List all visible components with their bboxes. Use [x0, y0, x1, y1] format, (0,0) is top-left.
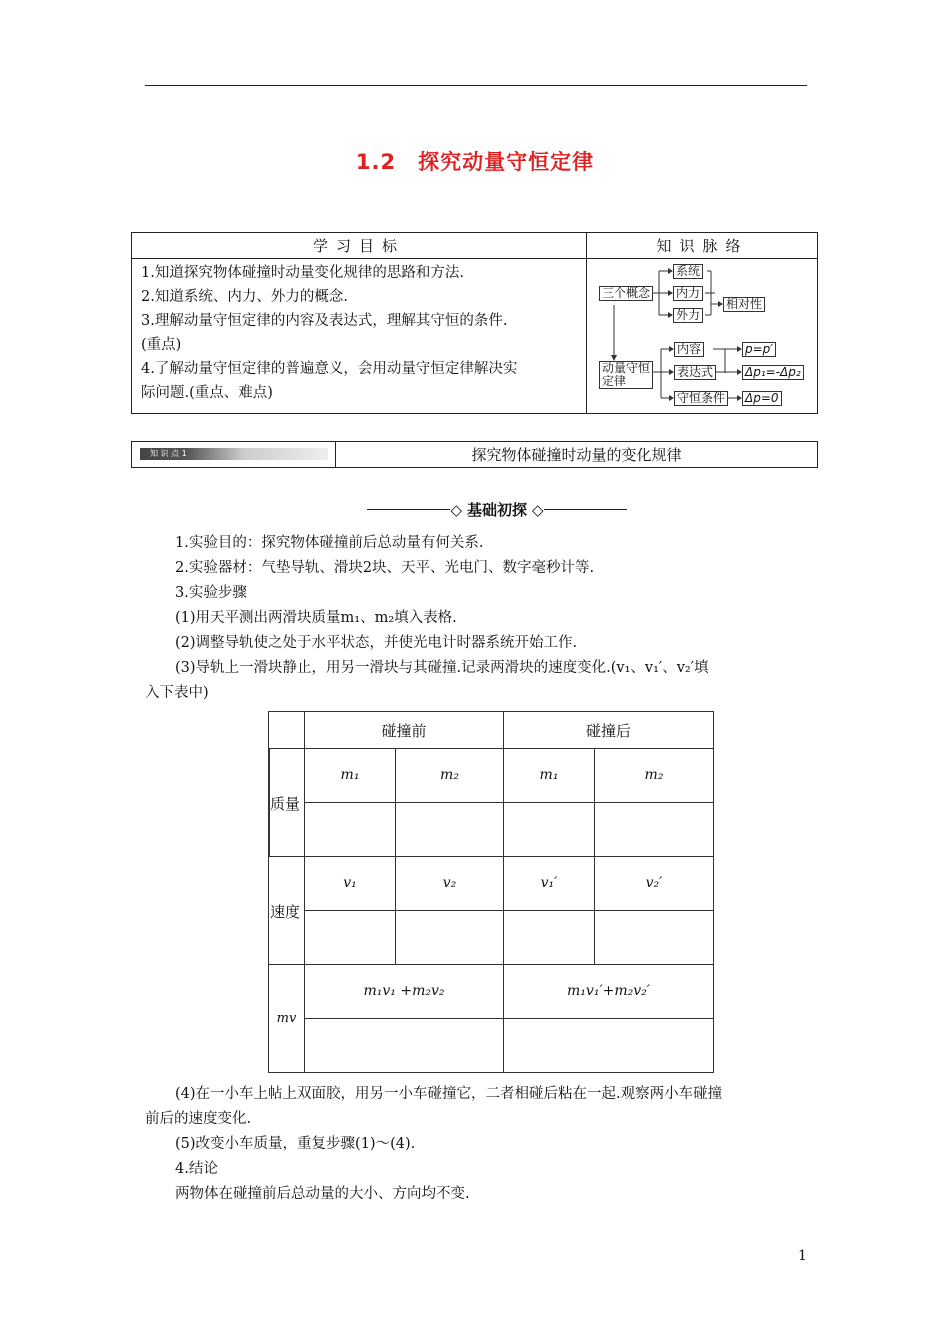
section-heading-text: 基础初探 — [467, 501, 528, 519]
law-line-2: 定律 — [602, 374, 627, 388]
para-objective: 1.实验目的：探究物体碰撞前后总动量有何关系. — [175, 535, 484, 551]
law-line-1: 动量守恒 — [602, 361, 651, 375]
experiment-table — [268, 711, 714, 1073]
cell-m2-before: m₂ — [440, 767, 459, 783]
table-cell — [594, 802, 714, 857]
objective-4-cont: 际问题.(重点、难点) — [141, 385, 273, 401]
objective-2: 2.知道系统、内力、外力的概念. — [141, 289, 348, 305]
table-cell — [503, 910, 595, 965]
table-corner — [268, 711, 305, 749]
box-relativity: 相对性 — [723, 297, 765, 312]
box-expression: 表达式 — [674, 365, 716, 380]
box-eq-delta-p: Δp₁=-Δp₂ — [742, 365, 804, 380]
knowledge-point-bar — [131, 441, 818, 468]
knowledge-point-badge — [140, 448, 328, 460]
box-eq-p: p=p′ — [742, 342, 776, 357]
objective-3-note: (重点) — [141, 337, 182, 353]
knowledge-mindmap — [587, 259, 818, 414]
box-eq-zero: Δp=0 — [742, 391, 782, 406]
header-after-label: 碰撞后 — [585, 722, 631, 740]
cell-v1-prime: v₁′ — [540, 875, 558, 891]
table-cell — [304, 802, 396, 857]
para-step-5: (5)改变小车质量，重复步骤(1)～(4). — [175, 1136, 416, 1152]
cell-momentum-after: m₁v₁′+m₂v₂′ — [567, 983, 650, 999]
box-condition: 守恒条件 — [674, 391, 728, 406]
mindmap-header: 知识脉络 — [656, 237, 749, 255]
para-equipment: 2.实验器材：气垫导轨、滑块2块、天平、光电门、数字毫秒计等. — [175, 560, 595, 576]
para-step-1: (1)用天平测出两滑块质量m₁、m₂填入表格. — [175, 610, 457, 626]
para-step-4: (4)在一小车上帖上双面胶，用另一小车碰撞它，二者相碰后粘在一起.观察两小车碰撞 — [175, 1086, 723, 1102]
cell-v2-prime: v₂′ — [645, 875, 663, 891]
diamond-icon: ◇ — [450, 500, 462, 519]
table-cell — [503, 802, 595, 857]
box-system: 系统 — [673, 264, 703, 279]
section-heading — [367, 499, 627, 520]
box-three-concepts: 三个概念 — [599, 286, 653, 301]
diamond-icon: ◇ — [532, 500, 544, 519]
para-steps-heading: 3.实验步骤 — [175, 585, 247, 601]
para-conclusion: 两物体在碰撞前后总动量的大小、方向均不变. — [175, 1186, 470, 1202]
box-content: 内容 — [674, 342, 704, 357]
objective-4: 4.了解动量守恒定律的普遍意义，会用动量守恒定律解决实 — [141, 361, 518, 377]
page-title — [0, 146, 950, 176]
table-cell — [304, 910, 396, 965]
cell-v1: v₁ — [343, 875, 357, 891]
badge-text: 知 识 点 1 — [150, 449, 187, 458]
table-cell — [395, 802, 504, 857]
table-cell — [395, 910, 504, 965]
box-conservation-law — [599, 361, 653, 389]
title-text: 探究动量守恒定律 — [418, 150, 595, 174]
section-number: 1.2 — [355, 150, 397, 174]
table-cell — [594, 910, 714, 965]
knowledge-point-title: 探究物体碰撞时动量的变化规律 — [471, 446, 682, 464]
header-before-label: 碰撞前 — [381, 722, 427, 740]
cell-momentum-before: m₁v₁ +m₂v₂ — [363, 983, 445, 999]
objective-3: 3.理解动量守恒定律的内容及表达式，理解其守恒的条件. — [141, 313, 508, 329]
para-step-3: (3)导轨上一滑块静止，用另一滑块与其碰撞.记录两滑块的速度变化.(v₁、v₁′、v₂′填 — [175, 660, 709, 676]
cell-v2: v₂ — [442, 875, 457, 891]
box-internal-force: 内力 — [673, 286, 703, 301]
cell-m1-before: m₁ — [340, 767, 360, 783]
row-mv-label: mv — [276, 1011, 297, 1026]
cell-m2-after: m₂ — [644, 767, 664, 783]
para-step-4-cont: 前后的速度变化. — [145, 1111, 252, 1127]
header-rule — [145, 85, 807, 86]
cell-m1-after: m₁ — [539, 767, 559, 783]
objectives-header: 学习目标 — [312, 237, 405, 255]
objective-1: 1.知道探究物体碰撞时动量变化规律的思路和方法. — [141, 265, 464, 281]
para-step-3-cont: 入下表中) — [145, 685, 209, 701]
para-conclusion-heading: 4.结论 — [175, 1161, 218, 1177]
row-speed-label: 速度 — [270, 903, 301, 921]
objectives-table — [131, 232, 818, 414]
box-external-force: 外力 — [673, 308, 703, 323]
table-cell — [304, 1018, 504, 1073]
objectives-list — [141, 261, 581, 405]
page-number: 1 — [798, 1248, 807, 1264]
row-mass-label: 质量 — [270, 795, 301, 813]
para-step-2: (2)调整导轨使之处于水平状态，并使光电计时器系统开始工作. — [175, 635, 578, 651]
table-cell — [503, 1018, 714, 1073]
